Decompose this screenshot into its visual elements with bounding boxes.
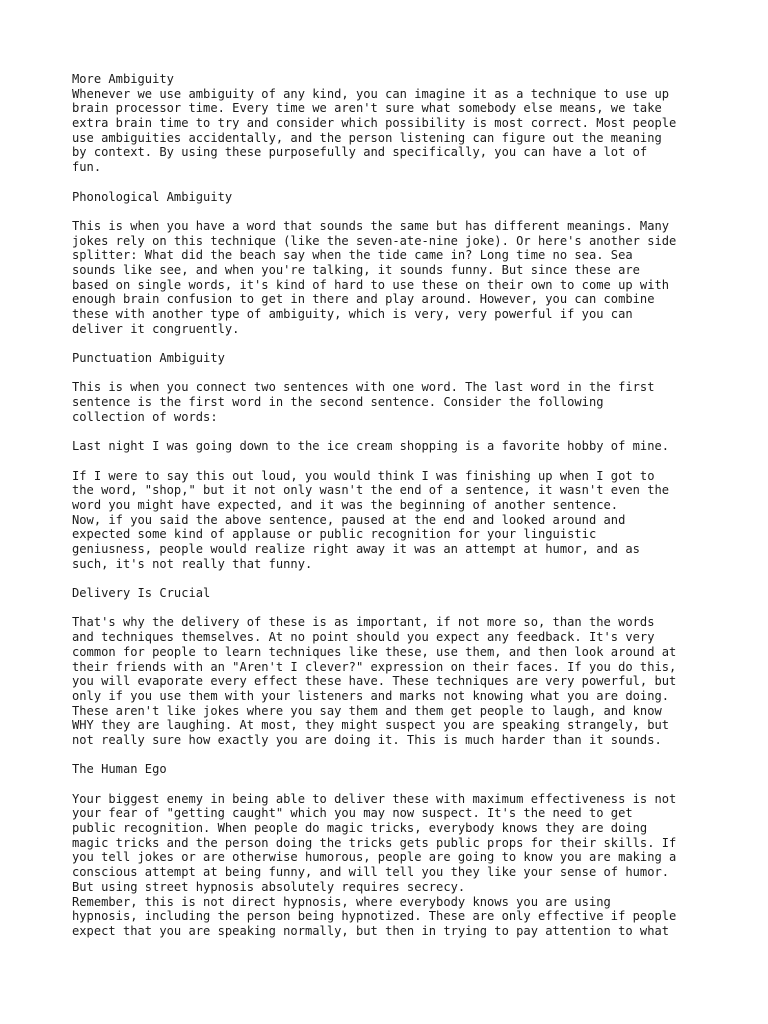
blank-line (72, 175, 712, 190)
text-line: fun. (72, 160, 102, 175)
document-page (72, 72, 712, 939)
text-line: sentence is the first word in the second sentence. Consider the following (72, 395, 604, 410)
section (72, 586, 712, 762)
section (72, 72, 712, 190)
text-line: Whenever we use ambiguity of any kind, you can imagine it as a technique to use up (72, 86, 670, 101)
text-line: common for people to learn techniques like these, use them, and then look around at (72, 644, 677, 659)
text-line: Last night I was going down to the ice cream shopping is a favorite hobby of mine. (72, 439, 670, 454)
text-line: If I were to say this out loud, you would think I was finishing up when I got to (72, 468, 655, 483)
text-line: This is when you connect two sentences with one word. The last word in the first (72, 380, 655, 395)
text-line: their friends with an "Aren't I clever?" expression on their faces. If you do this, (72, 659, 677, 674)
text-line: based on single words, it's kind of hard to use these on their own to come up with (72, 277, 670, 292)
section-heading: Punctuation Ambiguity (72, 351, 225, 366)
text-line: This is when you have a word that sounds the same but has different meanings. Many (72, 218, 670, 233)
section (72, 351, 712, 586)
paragraph (72, 380, 712, 424)
text-line: brain processor time. Every time we aren't sure what somebody else means, we take (72, 101, 662, 116)
text-line: But using street hypnosis absolutely requires secrecy. (72, 879, 466, 894)
text-line: the word, "shop," but it not only wasn't the end of a sentence, it wasn't even the (72, 483, 670, 498)
text-line: Your biggest enemy in being able to deliver these with maximum effectiveness is not (72, 791, 677, 806)
text-line: such, it's not really that funny. (72, 556, 313, 571)
text-line: conscious attempt at being funny, and will tell you they like your sense of humor. (72, 865, 670, 880)
text-line: expect that you are speaking normally, but then in trying to pay attention to what (72, 923, 670, 938)
blank-line (72, 454, 712, 469)
text-line: jokes rely on this technique (like the seven-ate-nine joke). Or here's another side (72, 233, 677, 248)
paragraph (72, 469, 712, 572)
text-line: deliver it congruently. (72, 321, 240, 336)
section-heading: The Human Ego (72, 762, 167, 777)
text-line: splitter: What did the beach say when the tide came in? Long time no sea. Sea (72, 248, 633, 263)
text-line: your fear of "getting caught" which you may now suspect. It's the need to get (72, 806, 633, 821)
text-line: collection of words: (72, 409, 218, 424)
section (72, 762, 712, 938)
section (72, 190, 712, 352)
paragraph (72, 219, 712, 337)
text-line: by context. By using these purposefully and specifically, you can have a lot of (72, 145, 648, 160)
text-line: only if you use them with your listeners and marks not knowing what you are doing. (72, 688, 670, 703)
blank-line (72, 601, 712, 616)
text-line: WHY they are laughing. At most, they might suspect you are speaking strangely, but (72, 718, 670, 733)
blank-line (72, 571, 712, 586)
text-line: you will evaporate every effect these have. These techniques are very powerful, but (72, 674, 677, 689)
blank-line (72, 204, 712, 219)
text-line: That's why the delivery of these is as important, if not more so, than the words (72, 615, 655, 630)
paragraph (72, 439, 712, 454)
text-line: enough brain confusion to get in there and play around. However, you can combine (72, 292, 655, 307)
blank-line (72, 336, 712, 351)
text-line: extra brain time to try and consider which possibility is most correct. Most people (72, 116, 677, 131)
paragraph (72, 615, 712, 747)
blank-line (72, 777, 712, 792)
text-line: not really sure how exactly you are doing it. This is much harder than it sounds. (72, 732, 662, 747)
text-line: these with another type of ambiguity, which is very, very powerful if you can (72, 307, 633, 321)
blank-line (72, 425, 712, 440)
text-line: word you might have expected, and it was the beginning of another sentence. (72, 497, 619, 512)
paragraph (72, 87, 712, 175)
blank-line (72, 366, 712, 381)
text-line: you tell jokes or are otherwise humorous, people are going to know you are making a (72, 850, 677, 865)
paragraph (72, 792, 712, 939)
text-line: and techniques themselves. At no point should you expect any feedback. It's very (72, 630, 655, 645)
text-line: use ambiguities accidentally, and the person listening can figure out the meaning (72, 130, 662, 145)
section-heading: Delivery Is Crucial (72, 586, 211, 601)
text-line: magic tricks and the person doing the tricks gets public props for their skills. If (72, 835, 677, 850)
text-line: geniusness, people would realize right away it was an attempt at humor, and as (72, 542, 640, 556)
text-line: sounds like see, and when you're talking, it sounds funny. But since these are (72, 262, 640, 277)
text-line: expected some kind of applause or public recognition for your linguistic (72, 527, 597, 542)
text-line: public recognition. When people do magic tricks, everybody knows they are doing (72, 821, 648, 836)
section-heading: Phonological Ambiguity (72, 189, 233, 204)
text-line: hypnosis, including the person being hypnotized. These are only effective if people (72, 909, 677, 924)
text-line: These aren't like jokes where you say them and them get people to laugh, and know (72, 703, 662, 718)
section-heading: More Ambiguity (72, 72, 174, 86)
blank-line (72, 748, 712, 763)
text-line: Now, if you said the above sentence, paused at the end and looked around and (72, 512, 626, 527)
text-line: Remember, this is not direct hypnosis, where everybody knows you are using (72, 894, 611, 909)
